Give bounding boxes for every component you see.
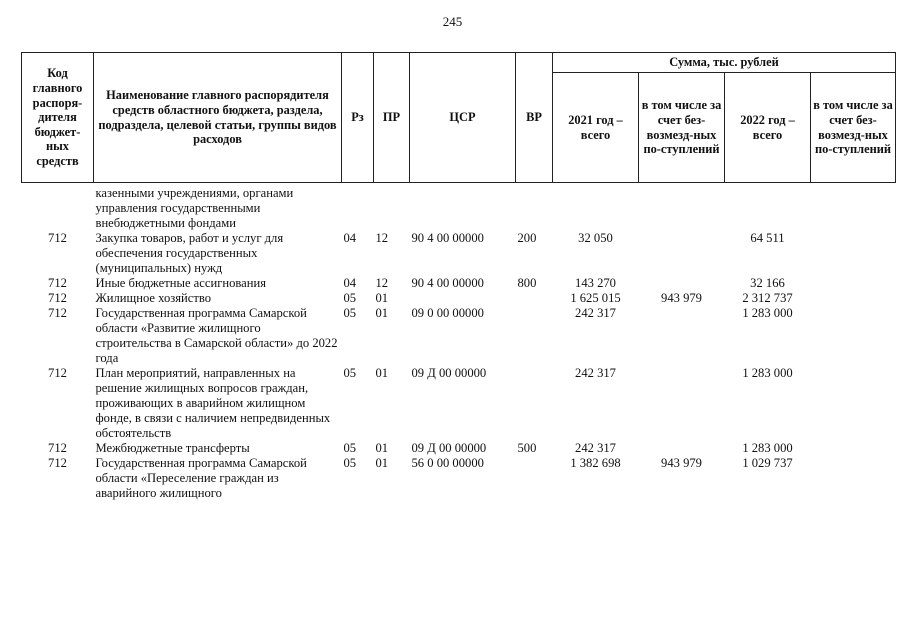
cell-2022-total: 1 283 000 (742, 366, 793, 380)
cell-code: 712 (48, 276, 67, 290)
cell-rz: 04 (343, 276, 357, 290)
cell-2021-total: 242 317 (575, 366, 616, 380)
cell-code: 712 (48, 231, 67, 245)
cell-code: 712 (48, 306, 67, 320)
table-header (22, 53, 896, 183)
table-row (22, 441, 896, 456)
budget-table (21, 52, 896, 501)
header-2022-free: в том числе за счет без-возмезд-ных по-ступлений (811, 73, 896, 183)
header-csr: ЦСР (410, 53, 516, 183)
cell-2021-total: 1 382 698 (570, 456, 621, 470)
cell-2021-free (639, 306, 725, 366)
cell-pr: 01 (375, 291, 389, 305)
header-rz: Рз (342, 53, 374, 183)
cell-2022-free (811, 276, 896, 291)
header-sum: Сумма, тыс. рублей (553, 53, 896, 73)
cell-pr: 01 (375, 456, 389, 470)
cell-2021-total: 143 270 (575, 276, 616, 290)
header-pr: ПР (374, 53, 410, 183)
cell-2022-free (811, 456, 896, 501)
table-row (22, 306, 896, 366)
cell-2021-total (553, 183, 639, 232)
cell-vr: 800 (517, 276, 537, 290)
page-number: 245 (442, 14, 463, 29)
cell-2022-total: 1 283 000 (742, 306, 793, 320)
cell-2021-free (639, 441, 725, 456)
header-2021-total: 2021 год – всего (553, 73, 639, 183)
cell-2022-total: 1 029 737 (742, 456, 793, 470)
table-body (22, 183, 896, 502)
cell-2022-total (725, 183, 811, 232)
cell-vr (516, 456, 553, 501)
cell-rz: 05 (343, 456, 357, 470)
cell-name: Закупка товаров, работ и услуг для обеспечения государственных (муниципальных) нужд (95, 231, 284, 275)
cell-2021-total: 242 317 (575, 441, 616, 455)
cell-2022-free (811, 231, 896, 276)
cell-csr: 90 4 00 00000 (411, 231, 484, 245)
cell-vr (516, 306, 553, 366)
cell-pr: 12 (375, 231, 389, 245)
cell-vr (516, 366, 553, 441)
cell-pr: 01 (375, 306, 389, 320)
cell-2022-free (811, 441, 896, 456)
cell-vr (516, 183, 553, 232)
cell-vr: 500 (517, 441, 537, 455)
cell-code: 712 (48, 441, 67, 455)
cell-2021-total: 242 317 (575, 306, 616, 320)
cell-pr (374, 183, 410, 232)
cell-rz: 05 (343, 441, 357, 455)
cell-rz (342, 183, 374, 232)
cell-code (22, 183, 94, 232)
cell-2022-total: 1 283 000 (742, 441, 793, 455)
header-2022-total: 2022 год – всего (725, 73, 811, 183)
cell-2022-total: 2 312 737 (742, 291, 793, 305)
header-vr: ВР (516, 53, 553, 183)
header-name: Наименование главного распорядителя средств областного бюджета, раздела, подраздела, целевой статьи, группы видов расходов (94, 53, 342, 183)
cell-rz: 05 (343, 366, 357, 380)
header-code: Код главного распоря-дителя бюджет-ных средств (22, 53, 94, 183)
cell-2022-total: 32 166 (750, 276, 785, 290)
cell-code: 712 (48, 366, 67, 380)
cell-code: 712 (48, 291, 67, 305)
cell-2021-free (639, 183, 725, 232)
cell-2022-free (811, 291, 896, 306)
cell-name: План мероприятий, направленных на решение жилищных вопросов граждан, проживающих в аварийном жилищном фонде, в связи с наличием непредвиденных обстоятельств (95, 366, 331, 440)
cell-rz: 05 (343, 306, 357, 320)
cell-2021-total: 32 050 (578, 231, 613, 245)
cell-2021-free (639, 366, 725, 441)
cell-name: Иные бюджетные ассигнования (95, 276, 267, 290)
cell-code: 712 (48, 456, 67, 470)
cell-csr: 09 0 00 00000 (411, 306, 484, 320)
table-row (22, 291, 896, 306)
cell-csr (410, 291, 516, 306)
table-row (22, 231, 896, 276)
cell-name: Жилищное хозяйство (95, 291, 212, 305)
cell-2022-free (811, 183, 896, 232)
cell-rz: 05 (343, 291, 357, 305)
cell-csr: 09 Д 00 00000 (411, 441, 487, 455)
cell-csr: 09 Д 00 00000 (411, 366, 487, 380)
table-row (22, 276, 896, 291)
cell-name: Государственная программа Самарской области «Развитие жилищного строительства в Самарской области» до 2022 года (95, 306, 338, 365)
cell-2022-total: 64 511 (750, 231, 785, 245)
cell-2022-free (811, 366, 896, 441)
cell-name: Государственная программа Самарской области «Переселение граждан из аварийного жилищного (95, 456, 307, 500)
table-row (22, 366, 896, 441)
cell-rz: 04 (343, 231, 357, 245)
cell-2021-free (639, 231, 725, 276)
table-row (22, 183, 896, 232)
cell-vr: 200 (517, 231, 537, 245)
cell-csr (410, 183, 516, 232)
cell-2021-total: 1 625 015 (570, 291, 621, 305)
cell-csr: 56 0 00 00000 (411, 456, 484, 470)
cell-pr: 12 (375, 276, 389, 290)
cell-2021-free (639, 276, 725, 291)
cell-vr (516, 291, 553, 306)
cell-name: казенными учреждениями, органами управления государственными внебюджетными фондами (95, 186, 294, 230)
cell-csr: 90 4 00 00000 (411, 276, 484, 290)
cell-name: Межбюджетные трансферты (95, 441, 250, 455)
cell-pr: 01 (375, 441, 389, 455)
cell-pr: 01 (375, 366, 389, 380)
cell-2021-free: 943 979 (661, 456, 702, 470)
cell-2021-free: 943 979 (661, 291, 702, 305)
header-2021-free: в том числе за счет без-возмезд-ных по-ступлений (639, 73, 725, 183)
cell-2022-free (811, 306, 896, 366)
table-row (22, 456, 896, 501)
